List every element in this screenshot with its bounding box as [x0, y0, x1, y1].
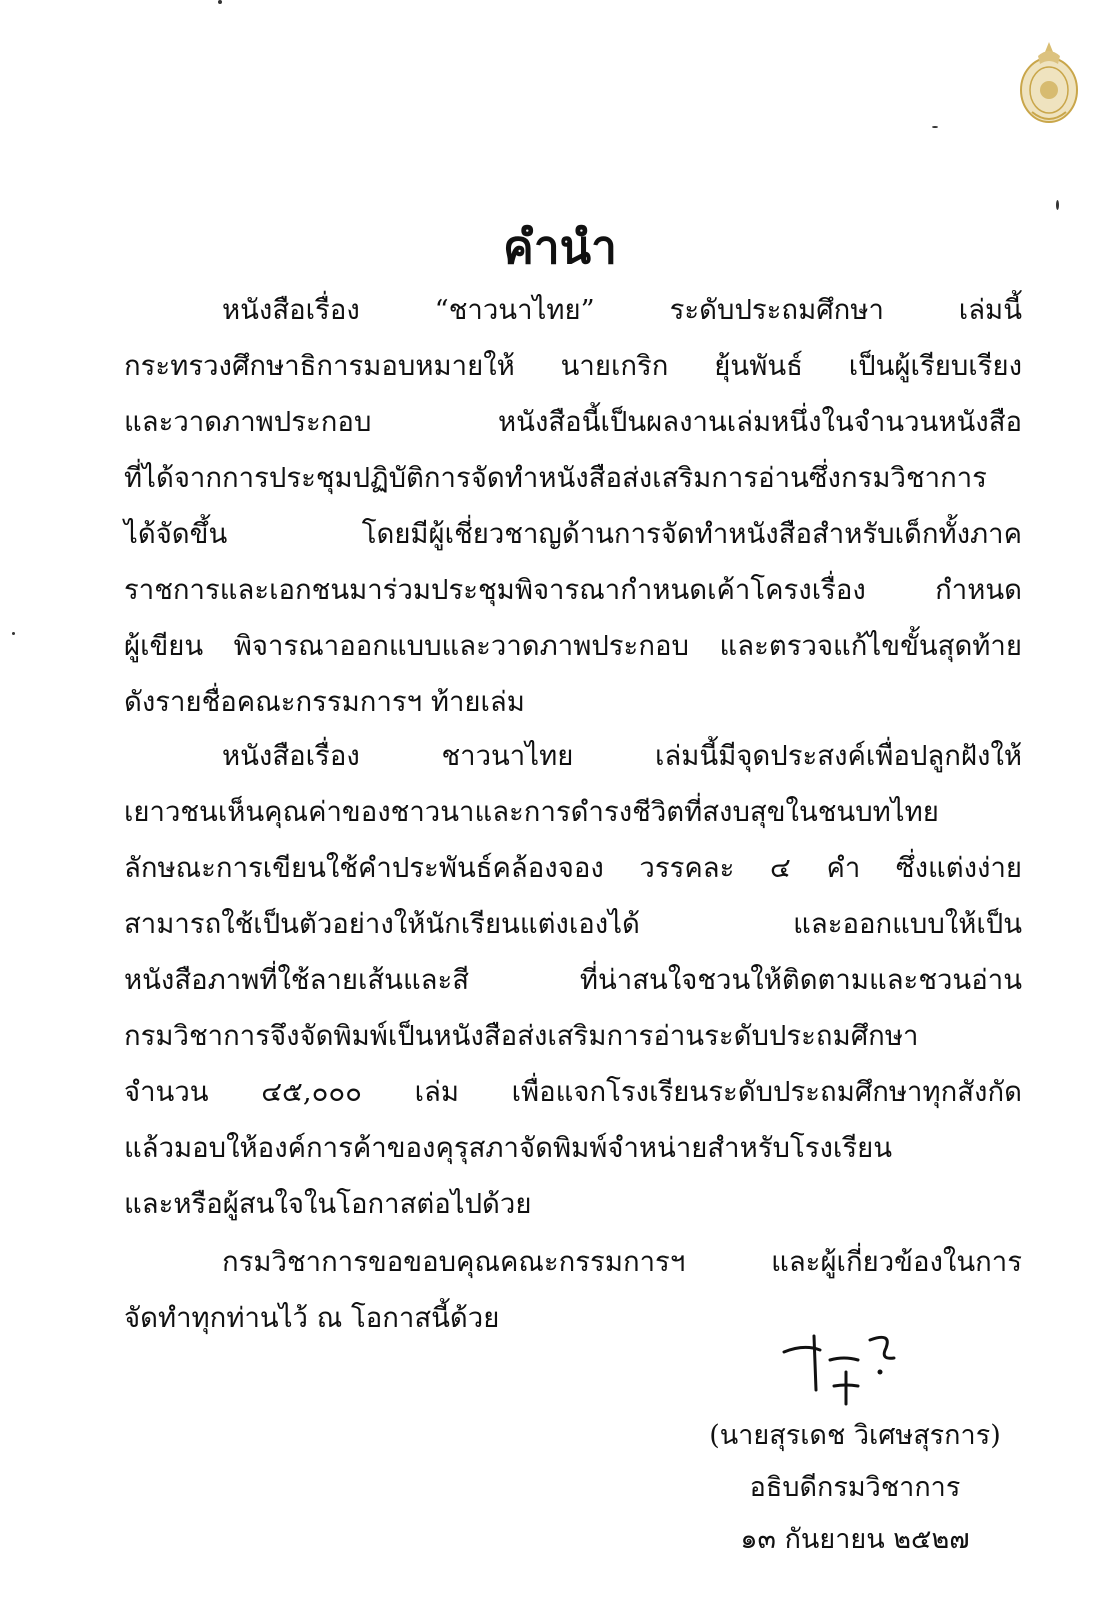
preface-paragraph-2 [124, 728, 1022, 1232]
paragraph-line: หนังสือเรื่อง ชาวนาไทย เล่มนี้มีจุดประสงค์เพื่อปลูกฝังให้ [222, 740, 1022, 772]
paragraph-line: ได้จัดขึ้น โดยมีผู้เชี่ยวชาญด้านการจัดทำหนังสือสำหรับเด็กทั้งภาค [124, 518, 1022, 550]
department-emblem-icon [1018, 38, 1080, 124]
signatory-position: อธิบดีกรมวิชาการ [749, 1472, 961, 1503]
page-title: คำนำ [503, 219, 617, 274]
paragraph-line: สามารถใช้เป็นตัวอย่างให้นักเรียนแต่งเองได้ และออกแบบให้เป็น [124, 908, 1022, 940]
scan-speck [12, 632, 15, 635]
paragraph-line: กรมวิชาการขอขอบคุณคณะกรรมการฯ และผู้เกี่ยวข้องในการ [222, 1246, 1022, 1278]
paragraph-line: ผู้เขียน พิจารณาออกแบบและวาดภาพประกอบ และตรวจแก้ไขขั้นสุดท้าย [124, 630, 1022, 662]
paragraph-line: แล้วมอบให้องค์การค้าของคุรุสภาจัดพิมพ์จำหน่ายสำหรับโรงเรียน [124, 1132, 892, 1164]
paragraph-line: กรมวิชาการจึงจัดพิมพ์เป็นหนังสือส่งเสริมการอ่านระดับประถมศึกษา [124, 1020, 919, 1052]
paragraph-line: และหรือผู้สนใจในโอกาสต่อไปด้วย [124, 1188, 532, 1220]
paragraph-line: ที่ได้จากการประชุมปฏิบัติการจัดทำหนังสือส่งเสริมการอ่านซึ่งกรมวิชาการ [124, 462, 987, 494]
paragraph-line: ราชการและเอกชนมาร่วมประชุมพิจารณากำหนดเค้าโครงเรื่อง กำหนด [124, 574, 1022, 606]
scan-speck [218, 0, 222, 4]
document-date: ๑๓ กันยายน ๒๕๒๗ [740, 1524, 970, 1555]
signatory-name: (นายสุรเดช วิเศษสุรการ) [709, 1420, 1001, 1451]
paragraph-line: จัดทำทุกท่านไว้ ณ โอกาสนี้ด้วย [124, 1302, 500, 1334]
paragraph-line: หนังสือเรื่อง “ชาวนาไทย” ระดับประถมศึกษา เล่มนี้ [222, 294, 1022, 326]
paragraph-line: ดังรายชื่อคณะกรรมการฯ ท้ายเล่ม [124, 686, 525, 718]
scan-speck [1056, 200, 1059, 210]
paragraph-line: หนังสือภาพที่ใช้ลายเส้นและสี ที่น่าสนใจชวนให้ติดตามและชวนอ่าน [124, 964, 1022, 996]
paragraph-line: จำนวน ๔๕,๐๐๐ เล่ม เพื่อแจกโรงเรียนระดับประถมศึกษาทุกสังกัด [124, 1076, 1022, 1108]
paragraph-line: กระทรวงศึกษาธิการมอบหมายให้ นายเกริก ยุ้นพันธ์ เป็นผู้เรียบเรียง [124, 350, 1022, 382]
paragraph-line: และวาดภาพประกอบ หนังสือนี้เป็นผลงานเล่มหนึ่งในจำนวนหนังสือ [124, 406, 1022, 438]
scan-speck [932, 126, 938, 128]
signature-block [660, 1410, 1050, 1566]
paragraph-line: ลักษณะการเขียนใช้คำประพันธ์คล้องจอง วรรคละ ๔ คำ ซึ่งแต่งง่าย [124, 852, 1022, 884]
preface-paragraph-1 [124, 282, 1022, 730]
paragraph-line: เยาวชนเห็นคุณค่าของชาวนาและการดำรงชีวิตที่สงบสุขในชนบทไทย [124, 796, 939, 828]
